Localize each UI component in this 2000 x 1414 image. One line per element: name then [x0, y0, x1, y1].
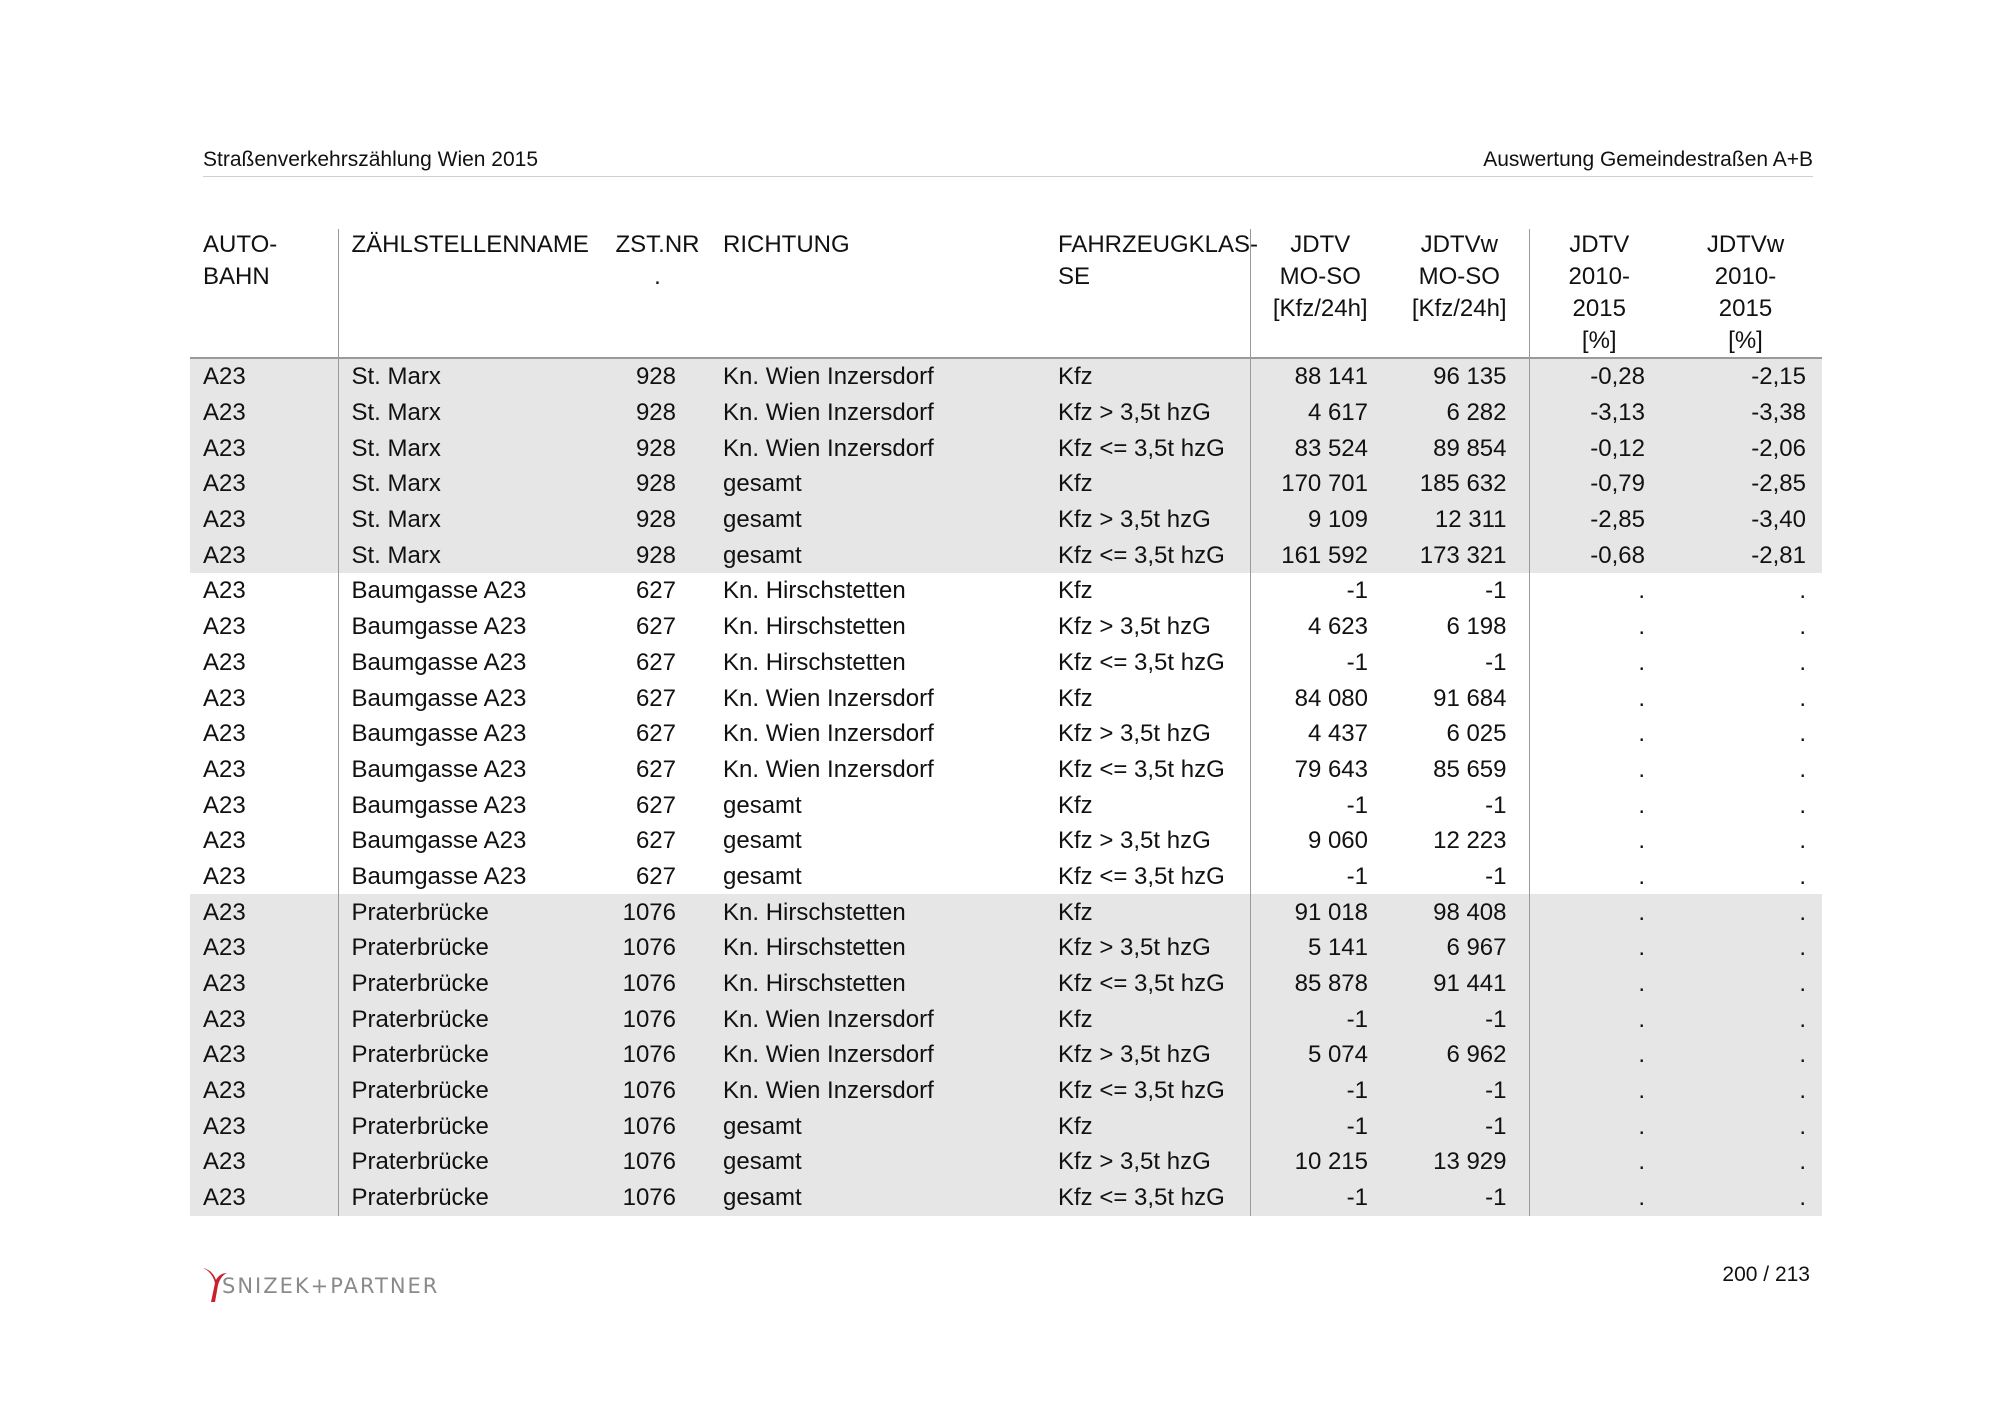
- page-header: [203, 146, 1813, 177]
- cell-jdtv-change: .: [1529, 859, 1669, 895]
- cell-name: Praterbrücke: [338, 1180, 613, 1216]
- cell-richtung: Kn. Hirschstetten: [723, 613, 906, 641]
- cell-zst: 928: [613, 395, 710, 431]
- cell-zst: 627: [635, 791, 676, 819]
- cell-name: Baumgasse A23: [338, 859, 613, 895]
- cell-jdtv: 85 878: [1250, 966, 1390, 1002]
- cell-jdtv: -1: [1250, 787, 1390, 823]
- cell-richtung: gesamt: [710, 1144, 1045, 1180]
- cell-jdtv-change: -2,85: [1529, 502, 1669, 538]
- cell-name: St. Marx: [338, 430, 613, 466]
- cell-name: Baumgasse A23: [338, 716, 613, 752]
- cell-jdtv-change: -0,12: [1529, 430, 1669, 466]
- table-row: [190, 752, 1822, 788]
- table-row: [190, 930, 1822, 966]
- cell-klasse: Kfz: [1045, 894, 1250, 930]
- cell-zst: 1076: [613, 1108, 710, 1144]
- cell-richtung: gesamt: [710, 1108, 1045, 1144]
- cell-jdtvw: 185 632: [1390, 466, 1529, 502]
- cell-jdtvw: 89 854: [1390, 430, 1529, 466]
- cell-richtung: Kn. Wien Inzersdorf: [710, 430, 1045, 466]
- cell-name: Baumgasse A23: [338, 752, 613, 788]
- cell-autobahn: A23: [190, 430, 338, 466]
- cell-jdtvw-change: -3,40: [1669, 502, 1822, 538]
- cell-jdtv: 170 701: [1250, 466, 1390, 502]
- cell-autobahn: A23: [190, 466, 338, 502]
- cell-jdtvw: 85 659: [1433, 755, 1507, 783]
- cell-name: Baumgasse A23: [338, 680, 613, 716]
- cell-klasse: Kfz > 3,5t hzG: [1058, 827, 1211, 855]
- cell-richtung: gesamt: [723, 827, 802, 855]
- cell-jdtv-change: .: [1529, 966, 1669, 1002]
- cell-name: Praterbrücke: [338, 1073, 613, 1109]
- cell-zst: 928: [613, 358, 710, 395]
- cell-richtung: gesamt: [723, 791, 802, 819]
- cell-zst: 1076: [613, 1144, 710, 1180]
- cell-jdtvw: -1: [1485, 648, 1507, 676]
- cell-autobahn: A23: [190, 966, 338, 1002]
- cell-autobahn: A23: [190, 502, 338, 538]
- cell-jdtv: 4 623: [1250, 609, 1390, 645]
- cell-autobahn: A23: [190, 1180, 338, 1216]
- table-header-row: [190, 229, 1822, 358]
- table-row: [190, 609, 1822, 645]
- company-logo: [202, 1264, 482, 1304]
- column-header-jdtv-change: JDTV 2010- 2015 [%]: [1529, 229, 1669, 358]
- cell-autobahn: A23: [190, 1073, 338, 1109]
- cell-zst: 1076: [613, 1037, 710, 1073]
- section-title: Auswertung Gemeindestraßen A+B: [1483, 148, 1813, 171]
- cell-klasse: Kfz: [1045, 1108, 1250, 1144]
- cell-richtung: Kn. Wien Inzersdorf: [723, 684, 934, 712]
- column-header-jdtvw-change: JDTVw 2010- 2015 [%]: [1669, 229, 1822, 358]
- cell-jdtv: 88 141: [1250, 358, 1390, 395]
- cell-klasse: Kfz <= 3,5t hzG: [1045, 966, 1250, 1002]
- cell-jdtvw: 12 223: [1433, 827, 1507, 855]
- cell-jdtvw: 91 684: [1433, 684, 1507, 712]
- cell-jdtvw-change: .: [1669, 930, 1822, 966]
- cell-zst: 627: [635, 613, 676, 641]
- table-row: [190, 537, 1822, 573]
- table-row: [190, 1108, 1822, 1144]
- cell-jdtv-change: .: [1529, 716, 1669, 752]
- column-header-jdtvw: JDTVw MO-SO [Kfz/24h]: [1390, 229, 1529, 358]
- cell-jdtv-change: -0,68: [1529, 537, 1669, 573]
- cell-autobahn: A23: [203, 827, 246, 855]
- table-row: [190, 1073, 1822, 1109]
- cell-zst: 1076: [613, 894, 710, 930]
- cell-jdtvw: -1: [1390, 1180, 1529, 1216]
- cell-zst: 1076: [613, 1001, 710, 1037]
- table-row: [190, 894, 1822, 930]
- cell-jdtv-change: .: [1529, 894, 1669, 930]
- cell-zst: 928: [613, 466, 710, 502]
- cell-jdtvw-change: .: [1799, 862, 1806, 890]
- cell-jdtv: 5 074: [1250, 1037, 1390, 1073]
- table-row: [190, 502, 1822, 538]
- cell-jdtvw-change: -2,15: [1669, 358, 1822, 395]
- cell-klasse: Kfz <= 3,5t hzG: [1045, 537, 1250, 573]
- cell-autobahn: A23: [203, 755, 246, 783]
- cell-jdtv-change: .: [1529, 1001, 1669, 1037]
- table-row: [190, 395, 1822, 431]
- cell-jdtvw-change: .: [1669, 1037, 1822, 1073]
- cell-jdtv: 4 617: [1250, 395, 1390, 431]
- cell-jdtvw: -1: [1485, 791, 1507, 819]
- cell-zst: 627: [635, 755, 676, 783]
- column-header-autobahn: AUTO- BAHN: [190, 229, 338, 358]
- cell-jdtvw-change: .: [1669, 1073, 1822, 1109]
- cell-klasse: Kfz > 3,5t hzG: [1045, 502, 1250, 538]
- cell-klasse: Kfz: [1045, 358, 1250, 395]
- cell-jdtvw-change: .: [1799, 791, 1806, 819]
- cell-zst: 627: [635, 862, 676, 890]
- cell-autobahn: A23: [203, 720, 246, 748]
- cell-autobahn: A23: [203, 684, 246, 712]
- cell-jdtv-change: -0,79: [1529, 466, 1669, 502]
- table-row: [190, 1037, 1822, 1073]
- cell-zst: 627: [635, 827, 676, 855]
- cell-name: St. Marx: [338, 395, 613, 431]
- table-row: [190, 1144, 1822, 1180]
- cell-jdtvw-change: .: [1669, 1180, 1822, 1216]
- cell-jdtv-change: -3,13: [1529, 395, 1669, 431]
- cell-jdtvw-change: .: [1799, 577, 1806, 605]
- cell-jdtv: 83 524: [1250, 430, 1390, 466]
- cell-zst: 928: [613, 537, 710, 573]
- cell-autobahn: A23: [190, 395, 338, 431]
- cell-richtung: gesamt: [710, 502, 1045, 538]
- cell-name: Praterbrücke: [338, 1037, 613, 1073]
- cell-richtung: Kn. Wien Inzersdorf: [723, 755, 934, 783]
- cell-name: Baumgasse A23: [338, 823, 613, 859]
- cell-richtung: Kn. Hirschstetten: [710, 894, 1045, 930]
- cell-name: St. Marx: [338, 502, 613, 538]
- cell-jdtv-change: .: [1529, 1144, 1669, 1180]
- table-body: [190, 358, 1822, 1216]
- document-title: Straßenverkehrszählung Wien 2015: [203, 148, 539, 171]
- cell-jdtvw: 6 967: [1390, 930, 1529, 966]
- cell-jdtvw: -1: [1390, 1108, 1529, 1144]
- cell-jdtv: -1: [1250, 1001, 1390, 1037]
- cell-jdtvw-change: .: [1799, 613, 1806, 641]
- table-row: [190, 859, 1822, 895]
- column-header-name: ZÄHLSTELLENNAME: [338, 229, 613, 358]
- cell-name: St. Marx: [338, 358, 613, 395]
- cell-autobahn: A23: [203, 791, 246, 819]
- cell-jdtvw-change: .: [1799, 684, 1806, 712]
- cell-jdtv-change: .: [1529, 645, 1669, 681]
- cell-klasse: Kfz: [1045, 1001, 1250, 1037]
- cell-jdtvw: -1: [1390, 1001, 1529, 1037]
- cell-jdtvw: 173 321: [1390, 537, 1529, 573]
- cell-klasse: Kfz > 3,5t hzG: [1058, 720, 1211, 748]
- cell-klasse: Kfz <= 3,5t hzG: [1058, 755, 1225, 783]
- cell-jdtvw: 12 311: [1390, 502, 1529, 538]
- cell-jdtv: 4 437: [1250, 716, 1390, 752]
- cell-name: St. Marx: [338, 537, 613, 573]
- cell-name: Baumgasse A23: [338, 609, 613, 645]
- table-row: [190, 645, 1822, 681]
- cell-jdtv-change: .: [1529, 1073, 1669, 1109]
- cell-jdtv: 5 141: [1250, 930, 1390, 966]
- cell-jdtvw: -1: [1390, 1073, 1529, 1109]
- cell-richtung: gesamt: [710, 537, 1045, 573]
- table-row: [190, 466, 1822, 502]
- cell-zst: 1076: [613, 1180, 710, 1216]
- cell-richtung: Kn. Wien Inzersdorf: [723, 720, 934, 748]
- cell-jdtvw-change: .: [1669, 966, 1822, 1002]
- cell-jdtv: -1: [1250, 1180, 1390, 1216]
- cell-klasse: Kfz > 3,5t hzG: [1045, 930, 1250, 966]
- column-header-klasse: FAHRZEUGKLAS- SE: [1045, 229, 1250, 358]
- logo-text: SNIZEK+PARTNER: [222, 1274, 440, 1298]
- cell-zst: 627: [635, 648, 676, 676]
- table-row: [190, 430, 1822, 466]
- cell-autobahn: A23: [190, 1144, 338, 1180]
- cell-richtung: Kn. Wien Inzersdorf: [710, 358, 1045, 395]
- cell-jdtvw: 6 198: [1446, 613, 1507, 641]
- cell-name: Praterbrücke: [338, 966, 613, 1002]
- cell-jdtv-change: -0,28: [1529, 358, 1669, 395]
- cell-jdtvw-change: .: [1669, 1001, 1822, 1037]
- cell-jdtvw-change: .: [1799, 827, 1806, 855]
- column-header-zst: ZST.NR .: [613, 229, 710, 358]
- cell-jdtvw: 6 282: [1390, 395, 1529, 431]
- cell-jdtv: 84 080: [1250, 680, 1390, 716]
- cell-jdtvw: 91 441: [1390, 966, 1529, 1002]
- cell-klasse: Kfz: [1058, 577, 1093, 605]
- cell-klasse: Kfz > 3,5t hzG: [1045, 1037, 1250, 1073]
- cell-klasse: Kfz > 3,5t hzG: [1058, 613, 1211, 641]
- cell-zst: 627: [635, 684, 676, 712]
- traffic-count-table: [190, 229, 1822, 1216]
- cell-jdtvw-change: -2,81: [1669, 537, 1822, 573]
- cell-klasse: Kfz: [1045, 466, 1250, 502]
- cell-zst: 627: [635, 720, 676, 748]
- cell-autobahn: A23: [203, 862, 246, 890]
- cell-jdtvw-change: .: [1669, 1144, 1822, 1180]
- table-row: [190, 966, 1822, 1002]
- cell-jdtvw-change: .: [1799, 648, 1806, 676]
- cell-name: Baumgasse A23: [338, 787, 613, 823]
- cell-jdtvw-change: .: [1799, 755, 1806, 783]
- cell-klasse: Kfz: [1058, 791, 1093, 819]
- cell-jdtv: -1: [1250, 645, 1390, 681]
- cell-jdtvw: -1: [1485, 577, 1507, 605]
- cell-richtung: gesamt: [710, 466, 1045, 502]
- cell-name: Praterbrücke: [338, 1001, 613, 1037]
- cell-jdtv: -1: [1250, 1108, 1390, 1144]
- cell-jdtv-change: .: [1529, 1108, 1669, 1144]
- cell-jdtv: 79 643: [1250, 752, 1390, 788]
- cell-jdtvw: 98 408: [1390, 894, 1529, 930]
- table-row: [190, 716, 1822, 752]
- cell-jdtvw-change: .: [1669, 894, 1822, 930]
- cell-richtung: Kn. Hirschstetten: [710, 966, 1045, 1002]
- cell-klasse: Kfz <= 3,5t hzG: [1045, 1180, 1250, 1216]
- cell-jdtv: 161 592: [1250, 537, 1390, 573]
- cell-jdtv-change: .: [1529, 823, 1669, 859]
- cell-richtung: Kn. Wien Inzersdorf: [710, 1001, 1045, 1037]
- cell-richtung: gesamt: [710, 1180, 1045, 1216]
- cell-richtung: Kn. Hirschstetten: [710, 930, 1045, 966]
- cell-klasse: Kfz: [1058, 684, 1093, 712]
- cell-autobahn: A23: [190, 1037, 338, 1073]
- cell-zst: 1076: [613, 1073, 710, 1109]
- cell-zst: 627: [635, 577, 676, 605]
- cell-klasse: Kfz > 3,5t hzG: [1045, 395, 1250, 431]
- cell-name: Praterbrücke: [338, 1108, 613, 1144]
- cell-richtung: Kn. Wien Inzersdorf: [710, 395, 1045, 431]
- cell-jdtv-change: .: [1529, 787, 1669, 823]
- cell-jdtv-change: .: [1529, 752, 1669, 788]
- cell-name: Baumgasse A23: [338, 573, 613, 609]
- table-row: [190, 1180, 1822, 1216]
- cell-jdtvw: 6 025: [1446, 720, 1507, 748]
- cell-jdtv-change: .: [1529, 573, 1669, 609]
- cell-autobahn: A23: [190, 1108, 338, 1144]
- cell-jdtvw: 6 962: [1390, 1037, 1529, 1073]
- cell-jdtv: -1: [1250, 1073, 1390, 1109]
- cell-autobahn: A23: [190, 537, 338, 573]
- cell-richtung: Kn. Hirschstetten: [723, 648, 906, 676]
- cell-klasse: Kfz <= 3,5t hzG: [1058, 648, 1225, 676]
- cell-jdtvw-change: -2,06: [1669, 430, 1822, 466]
- cell-autobahn: A23: [203, 648, 246, 676]
- cell-zst: 928: [613, 502, 710, 538]
- cell-jdtv: 91 018: [1250, 894, 1390, 930]
- cell-name: Praterbrücke: [338, 930, 613, 966]
- cell-zst: 928: [613, 430, 710, 466]
- table-row: [190, 1001, 1822, 1037]
- cell-richtung: Kn. Wien Inzersdorf: [710, 1073, 1045, 1109]
- column-header-richtung: RICHTUNG: [710, 229, 1045, 358]
- cell-jdtvw: 13 929: [1390, 1144, 1529, 1180]
- cell-zst: 1076: [613, 930, 710, 966]
- cell-autobahn: A23: [190, 930, 338, 966]
- cell-name: Praterbrücke: [338, 894, 613, 930]
- cell-zst: 1076: [613, 966, 710, 1002]
- cell-jdtvw-change: -2,85: [1669, 466, 1822, 502]
- table-row: [190, 787, 1822, 823]
- table-row: [190, 680, 1822, 716]
- column-header-jdtv: JDTV MO-SO [Kfz/24h]: [1250, 229, 1390, 358]
- cell-jdtv-change: .: [1529, 680, 1669, 716]
- table-row: [190, 573, 1822, 609]
- cell-jdtv: -1: [1250, 573, 1390, 609]
- cell-klasse: Kfz <= 3,5t hzG: [1058, 862, 1225, 890]
- cell-richtung: gesamt: [723, 862, 802, 890]
- cell-jdtv: 9 109: [1250, 502, 1390, 538]
- cell-jdtvw-change: .: [1799, 720, 1806, 748]
- cell-name: Praterbrücke: [338, 1144, 613, 1180]
- cell-autobahn: A23: [203, 577, 246, 605]
- cell-jdtv-change: .: [1529, 1180, 1669, 1216]
- cell-jdtv-change: .: [1529, 1037, 1669, 1073]
- cell-jdtvw-change: .: [1669, 1108, 1822, 1144]
- cell-autobahn: A23: [190, 894, 338, 930]
- table-row: [190, 358, 1822, 395]
- page-number: 200 / 213: [1722, 1263, 1810, 1286]
- table-row: [190, 823, 1822, 859]
- cell-klasse: Kfz <= 3,5t hzG: [1045, 430, 1250, 466]
- cell-jdtvw-change: -3,38: [1669, 395, 1822, 431]
- cell-autobahn: A23: [203, 613, 246, 641]
- cell-richtung: Kn. Wien Inzersdorf: [710, 1037, 1045, 1073]
- cell-name: St. Marx: [338, 466, 613, 502]
- cell-autobahn: A23: [190, 1001, 338, 1037]
- cell-autobahn: A23: [190, 358, 338, 395]
- cell-richtung: Kn. Hirschstetten: [723, 577, 906, 605]
- cell-jdtv: 9 060: [1250, 823, 1390, 859]
- cell-jdtv: -1: [1250, 859, 1390, 895]
- cell-klasse: Kfz > 3,5t hzG: [1045, 1144, 1250, 1180]
- cell-jdtv-change: .: [1529, 609, 1669, 645]
- cell-name: Baumgasse A23: [338, 645, 613, 681]
- cell-jdtvw: 96 135: [1390, 358, 1529, 395]
- cell-klasse: Kfz <= 3,5t hzG: [1045, 1073, 1250, 1109]
- cell-jdtvw: -1: [1485, 862, 1507, 890]
- cell-jdtv-change: .: [1529, 930, 1669, 966]
- cell-jdtv: 10 215: [1250, 1144, 1390, 1180]
